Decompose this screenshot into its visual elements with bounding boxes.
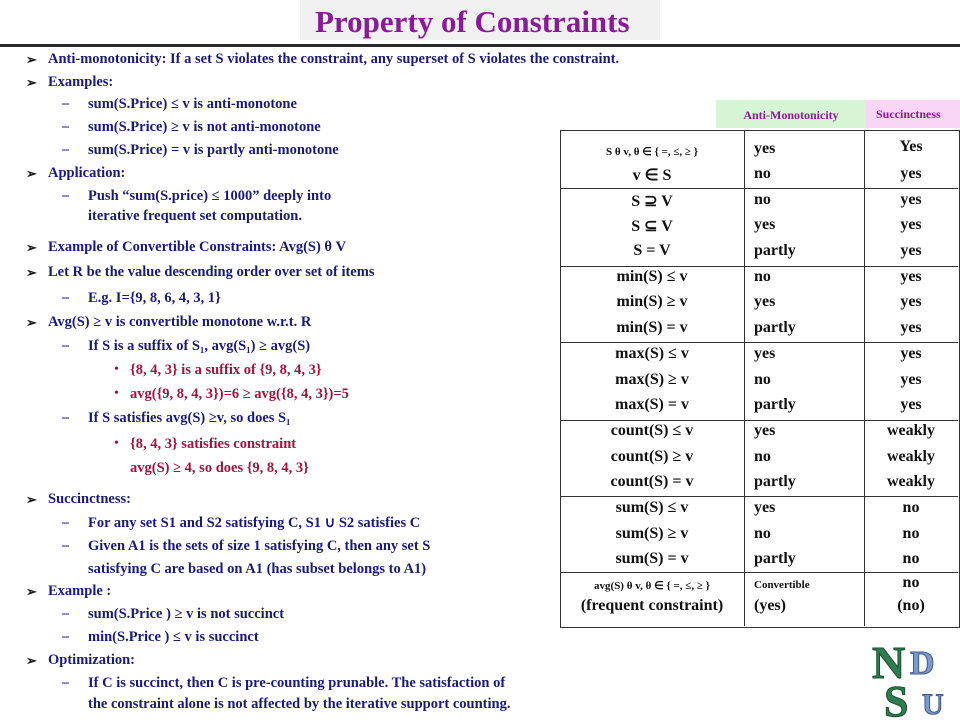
table-cell-anti-monotonicity: no (754, 165, 771, 182)
text-line: Example : (48, 583, 112, 599)
text-line: Anti-monotonicity: If a set S violates the constraint, any superset of S violates the constraint. (48, 51, 620, 67)
table-cell-anti-monotonicity: partly (754, 473, 796, 490)
dash-bullet: – (62, 675, 69, 690)
table-cell-constraint: min(S) ≥ v (616, 293, 688, 310)
dash-bullet: – (62, 606, 69, 621)
table-cell-succinctness: yes (900, 319, 922, 336)
table-cell-anti-monotonicity: yes (754, 293, 776, 310)
text-line: Example of Convertible Constraints: Avg(S) θ V (48, 239, 347, 255)
table-cell-constraint: avg(S) θ v, θ ∈ { =, ≤, ≥ } (594, 580, 710, 592)
text-line: If C is succinct, then C is pre-counting prunable. The satisfaction of (88, 675, 506, 691)
svg-text:S: S (884, 677, 909, 720)
table-cell-constraint: sum(S) ≥ v (615, 525, 689, 542)
table-cell-succinctness: Yes (899, 138, 923, 155)
table-cell-anti-monotonicity: partly (754, 319, 796, 336)
text-line: If S is a suffix of S₁, avg(S₁) ≥ avg(S) (88, 338, 311, 354)
bullet-arrow-icon: ➢ (26, 265, 37, 280)
table-cell-succinctness: yes (900, 396, 922, 413)
table-cell-constraint: count(S) ≥ v (610, 448, 694, 465)
table-cell-anti-monotonicity: yes (754, 499, 776, 516)
table-cell-succinctness: no (902, 499, 920, 516)
dash-bullet: – (62, 119, 69, 134)
svg-text:U: U (922, 688, 944, 720)
bullet-arrow-icon: ➢ (26, 584, 37, 599)
table-cell-anti-monotonicity: yes (754, 422, 776, 439)
table-divider (560, 266, 958, 267)
table-cell-succinctness: weakly (887, 473, 935, 490)
table-cell-succinctness: yes (900, 293, 922, 310)
table-cell-anti-monotonicity: partly (754, 396, 796, 413)
text-line: avg(S) ≥ 4, so does {9, 8, 4, 3} (130, 460, 309, 476)
table-cell-succinctness: yes (900, 165, 922, 182)
text-line: Avg(S) ≥ v is convertible monotone w.r.t. R (48, 314, 312, 330)
table-cell-constraint: S ⊆ V (631, 218, 673, 235)
dot-bullet: • (114, 436, 119, 451)
table-cell-anti-monotonicity: (yes) (754, 597, 786, 614)
dash-bullet: – (62, 290, 69, 305)
svg-text:N: N (872, 637, 906, 688)
table-divider (560, 342, 958, 343)
table-cell-succinctness: yes (900, 216, 922, 233)
text-line: avg({9, 8, 4, 3})=6 ≥ avg({8, 4, 3})=5 (130, 386, 349, 402)
bullet-arrow-icon: ➢ (26, 492, 37, 507)
table-divider (560, 420, 958, 421)
table-cell-succinctness: (no) (897, 597, 925, 614)
text-line: sum(S.Price) ≤ v is anti-monotone (88, 96, 297, 112)
table-cell-constraint: min(S) ≤ v (616, 268, 688, 285)
text-line: Let R be the value descending order over set of items (48, 264, 375, 280)
table-cell-anti-monotonicity: no (754, 191, 771, 208)
text-line: Optimization: (48, 652, 135, 668)
table-cell-anti-monotonicity: partly (754, 242, 796, 259)
table-cell-constraint: sum(S) ≤ v (615, 499, 689, 516)
table-cell-anti-monotonicity: partly (754, 550, 796, 567)
table-cell-constraint: min(S) = v (616, 319, 688, 336)
title-bar (0, 0, 960, 47)
text-line: Given A1 is the sets of size 1 satisfying C, then any set S (88, 538, 431, 554)
dash-bullet: – (62, 142, 69, 157)
text-line: For any set S1 and S2 satisfying C, S1 ∪ S2 satisfies C (88, 515, 421, 531)
table-cell-anti-monotonicity: yes (754, 345, 776, 362)
header-anti-monotonicity: Anti-Monotonicity (716, 100, 866, 128)
text-line: Application: (48, 165, 126, 181)
text-line: sum(S.Price ) ≥ v is not succinct (88, 606, 285, 622)
bullet-arrow-icon: ➢ (26, 75, 37, 90)
table-cell-succinctness: no (902, 574, 920, 591)
table-cell-anti-monotonicity: yes (754, 140, 776, 157)
table-divider (560, 572, 958, 573)
ndsu-logo (866, 632, 960, 720)
table-cell-anti-monotonicity: Convertible (754, 579, 810, 591)
svg-text:D: D (910, 645, 935, 682)
table-divider (560, 496, 958, 497)
table-cell-constraint: S θ v, θ ∈ { =, ≤, ≥ } (605, 146, 699, 158)
bullet-arrow-icon: ➢ (26, 166, 37, 181)
text-line: iterative frequent set computation. (88, 208, 302, 224)
text-line: Examples: (48, 74, 114, 90)
table-divider (744, 130, 745, 626)
text-line: Succinctness: (48, 491, 131, 507)
table-cell-anti-monotonicity: no (754, 371, 771, 388)
table-cell-succinctness: weakly (887, 448, 935, 465)
table-cell-constraint: max(S) ≤ v (615, 345, 689, 362)
table-cell-constraint: count(S) ≤ v (610, 422, 694, 439)
table-cell-succinctness: yes (900, 345, 922, 362)
text-line: sum(S.Price) ≥ v is not anti-monotone (88, 119, 321, 135)
page-title: Property of Constraints (315, 4, 630, 39)
table-cell-constraint: (frequent constraint) (580, 597, 724, 614)
text-line: the constraint alone is not affected by the iterative support counting. (88, 696, 511, 712)
text-line: satisfying C are based on A1 (has subset belongs to A1) (88, 561, 427, 577)
dash-bullet: – (62, 338, 69, 353)
table-cell-succinctness: yes (900, 191, 922, 208)
table-cell-constraint: sum(S) = v (615, 550, 689, 567)
table-cell-anti-monotonicity: no (754, 525, 771, 542)
bullet-arrow-icon: ➢ (26, 315, 37, 330)
text-line: sum(S.Price) = v is partly anti-monotone (88, 142, 339, 158)
text-line: {8, 4, 3} is a suffix of {9, 8, 4, 3} (130, 362, 322, 378)
dot-bullet: • (114, 386, 119, 401)
dash-bullet: – (62, 629, 69, 644)
table-cell-anti-monotonicity: no (754, 448, 771, 465)
table-cell-anti-monotonicity: yes (754, 216, 776, 233)
text-line: E.g. I={9, 8, 6, 4, 3, 1} (88, 290, 221, 306)
text-line: Push “sum(S.price) ≤ 1000” deeply into (88, 188, 332, 204)
table-cell-constraint: S = V (633, 242, 671, 259)
text-line: min(S.Price ) ≤ v is succinct (88, 629, 259, 645)
table-cell-constraint: v ∈ S (632, 167, 672, 184)
table-cell-succinctness: no (902, 550, 920, 567)
table-cell-succinctness: no (902, 525, 920, 542)
bullet-arrow-icon: ➢ (26, 52, 37, 67)
dash-bullet: – (62, 96, 69, 111)
dot-bullet: • (114, 362, 119, 377)
table-cell-succinctness: yes (900, 268, 922, 285)
table-cell-constraint: max(S) = v (615, 396, 689, 413)
table-cell-constraint: max(S) ≥ v (615, 371, 689, 388)
dash-bullet: – (62, 515, 69, 530)
dash-bullet: – (62, 188, 69, 203)
table-cell-anti-monotonicity: no (754, 268, 771, 285)
table-divider (560, 188, 958, 189)
dash-bullet: – (62, 538, 69, 553)
text-line: If S satisfies avg(S) ≥v, so does S₁ (88, 410, 291, 426)
header-succinctness: Succinctness (866, 100, 960, 128)
table-cell-constraint: count(S) = v (610, 473, 694, 490)
bullet-arrow-icon: ➢ (26, 653, 37, 668)
bullet-arrow-icon: ➢ (26, 240, 37, 255)
dash-bullet: – (62, 410, 69, 425)
table-cell-succinctness: yes (900, 242, 922, 259)
text-line: {8, 4, 3} satisfies constraint (130, 436, 297, 452)
table-cell-succinctness: yes (900, 371, 922, 388)
table-cell-constraint: S ⊇ V (631, 193, 673, 210)
table-cell-succinctness: weakly (887, 422, 935, 439)
